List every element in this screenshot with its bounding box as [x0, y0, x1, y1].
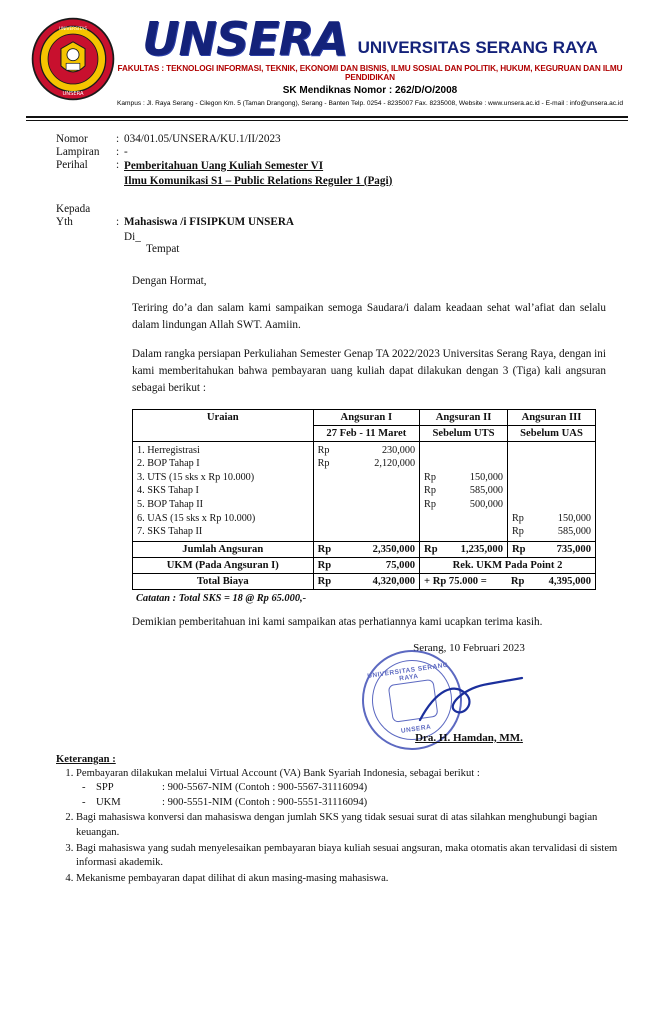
fee-table [132, 409, 596, 590]
university-name: UNIVERSITAS SERANG RAYA [357, 38, 598, 57]
total-plus-cell [420, 573, 596, 589]
signer-name: Dra. H. Hamdan, MM. [415, 731, 523, 744]
svg-text:UNIVERSITAS: UNIVERSITAS [58, 26, 88, 32]
perihal-colon: : [116, 158, 120, 171]
table-total-installment-row [133, 541, 596, 557]
paragraph-1: Teriring do’a dan salam kami sampaikan semoga Saudara/i dalam keadaan sehat wal’afiat dan selalu dalam lindungan Allah SWT. Aamiin. [132, 301, 606, 331]
stamp-center-emblem [388, 678, 439, 722]
list-item: 2. BOP Tahap I [137, 458, 200, 470]
currency-label: Rp [317, 543, 332, 555]
currency-label: Rp [512, 526, 524, 538]
currency-label: Rp [317, 458, 330, 470]
amount-value: 500,000 [469, 498, 504, 510]
currency-label: Rp [512, 512, 524, 524]
amount-value: 150,000 [557, 512, 591, 524]
va-row [82, 796, 618, 811]
lampiran-colon: : [116, 145, 120, 158]
salutation: Dengan Hormat, [132, 274, 207, 287]
university-logo-icon [30, 16, 116, 102]
total-plus-label: + Rp 75.000 = [424, 575, 487, 587]
closing-paragraph: Demikian pemberitahuan ini kami sampaikan atas perhatiannya kami ucapkan terima kasih. [132, 615, 543, 628]
notes-title: Keterangan : [56, 753, 116, 765]
list-item: 4. Mekanisme pembayaran dapat dilihat di akun masing-masing mahasiswa. [76, 872, 618, 887]
sum-angsuran-2 [420, 541, 508, 557]
amount-row [512, 525, 591, 539]
stamp-top-text: UNIVERSITAS SERANG RAYA [366, 661, 449, 683]
ukm-label: UKM (Pada Angsuran I) [133, 557, 314, 573]
angsuran-1-values [313, 441, 419, 541]
header-uraian: Uraian [133, 409, 314, 441]
amount-value: 4,320,000 [372, 575, 416, 587]
list-item: 4. SKS Tahap I [137, 485, 199, 497]
amount-row [318, 457, 415, 471]
table-items-row [133, 441, 596, 541]
table-header-row [133, 409, 596, 425]
va-row [82, 781, 618, 796]
amount-value: 75,000 [385, 559, 416, 571]
perihal-label: Perihal [56, 158, 88, 171]
va-value: : 900-5551-NIM (Contoh : 900-5551-31116094) [162, 796, 368, 808]
item-list-cell [133, 441, 314, 541]
amount-row [512, 512, 591, 526]
header-angsuran-2: Angsuran II [420, 409, 508, 425]
nomor-value: 034/01.05/UNSERA/KU.1/II/2023 [124, 132, 281, 145]
currency-label: Rp [317, 575, 332, 587]
list-item: 5. BOP Tahap II [137, 498, 204, 510]
yth-label: Yth [56, 215, 73, 228]
notes-list [56, 767, 618, 887]
amount-row [424, 498, 503, 512]
amount-value: 2,350,000 [372, 543, 416, 555]
va-label: UKM [96, 796, 121, 808]
currency-label: Rp [510, 575, 525, 587]
nomor-label: Nomor [56, 132, 88, 145]
table-grand-total-row [133, 573, 596, 589]
ukm-amount [313, 557, 419, 573]
va-dash: - [82, 796, 86, 808]
subheader-angsuran-3: Sebelum UAS [508, 425, 596, 441]
perihal-value [124, 159, 614, 189]
currency-label: Rp [317, 559, 332, 571]
va-value: : 900-5567-NIM (Contoh : 900-5567-31116094) [162, 782, 368, 794]
currency-label: Rp [424, 543, 438, 555]
list-item: 7. SKS Tahap II [137, 526, 203, 538]
amount-value: 150,000 [469, 471, 504, 483]
header-angsuran-3: Angsuran III [508, 409, 596, 425]
paragraph-2: Dalam rangka persiapan Perkuliahan Semester Genap TA 2022/2023 Universitas Serang Raya, dengan ini kami memberitahukan bahwa pembayaran uang kuliah dapat dilakukan dengan 3 (Tiga) kali angsuran sebagai berikut : [132, 348, 606, 394]
di-label: Di [124, 230, 136, 243]
lampiran-label: Lampiran [56, 145, 100, 158]
header-angsuran-1: Angsuran I [313, 409, 419, 425]
letterhead [0, 0, 654, 111]
subheader-angsuran-2: Sebelum UTS [420, 425, 508, 441]
stamp-bottom-text: UNSERA [400, 723, 432, 735]
va-dash: - [82, 782, 86, 794]
campus-address: Kampus : Jl. Raya Serang - Cilegon Km. 5 (Taman Drangong), Serang - Banten Telp. 0254 - 8235007 Fax. 8235008, Website : www.unsera.ac.id - E-mail : info@unsera.ac.id [116, 100, 623, 107]
signature-block [354, 642, 584, 750]
list-item [76, 767, 618, 811]
faculty-list: FAKULTAS : TEKNOLOGI INFORMASI, TEKNIK, EKONOMI DAN BISNIS, ILMU SOSIAL DAN POLITIK, HUKUM, KEGURUAN DAN ILMU PENDIDIKAN [117, 64, 623, 82]
svg-text:UNSERA: UNSERA [62, 91, 84, 98]
sum-angsuran-3 [508, 541, 596, 557]
perihal-line-2: Ilmu Komunikasi S1 – Public Relations Reguler 1 (Pagi) [124, 174, 393, 187]
currency-label: Rp [424, 485, 436, 497]
amount-value: 585,000 [469, 485, 504, 497]
amount-value: 735,000 [556, 543, 591, 555]
amount-row [318, 444, 415, 458]
va-list [82, 781, 618, 810]
fee-table-wrapper [132, 409, 596, 590]
grand-total-value: 4,395,000 [548, 575, 591, 587]
sum-label: Jumlah Angsuran [133, 541, 314, 557]
list-item: 3. Bagi mahasiswa yang sudah menyelesaikan pembayaran biaya kuliah sesuai angsuran, maka otomatis akan tervalidasi di sistem informasi akademik. [76, 842, 618, 871]
recipient-block [56, 203, 614, 255]
note-text: Pembayaran dilakukan melalui Virtual Account (VA) Bank Syariah Indonesia, sebagai berikut : [76, 767, 480, 779]
letter-body [0, 121, 654, 750]
signature-date: Serang, 10 Februari 2023 [413, 641, 525, 654]
currency-label: Rp [424, 471, 436, 483]
amount-value: 1,235,000 [460, 543, 504, 555]
recipient-di: Di_ Tempat [124, 231, 614, 255]
total-amount [313, 573, 419, 589]
notes-section [0, 754, 654, 887]
amount-value: 230,000 [381, 444, 416, 456]
kepada-label: Kepada [56, 202, 91, 215]
nomor-colon: : [116, 132, 120, 145]
list-item: 2. Bagi mahasiswa konversi dan mahasiswa dengan jumlah SKS yang tidak sesuai surat di atas silahkan menghubungi bagian keuangan. [76, 811, 618, 840]
currency-label: Rp [512, 543, 526, 555]
recipient-name: Mahasiswa /i FISIPKUM UNSERA [124, 215, 295, 228]
letterhead-text [114, 12, 626, 107]
sk-number: SK Mendiknas Nomor : 262/D/O/2008 [282, 85, 458, 96]
amount-value: 2,120,000 [374, 458, 416, 470]
amount-row [424, 484, 503, 498]
list-item: 1. Herregistrasi [137, 444, 200, 456]
brand-wordmark: UNSERA [142, 12, 348, 66]
amount-row [424, 471, 503, 485]
recipient-tempat: Tempat [146, 242, 180, 255]
lampiran-value: - [124, 145, 128, 158]
currency-label: Rp [424, 498, 436, 510]
subheader-angsuran-1: 27 Feb - 11 Maret [313, 425, 419, 441]
letter-meta [56, 133, 614, 189]
currency-label: Rp [317, 444, 330, 456]
yth-colon: : [116, 215, 120, 228]
perihal-line-1: Pemberitahuan Uang Kuliah Semester VI [124, 159, 324, 172]
table-ukm-row [133, 557, 596, 573]
amount-value: 585,000 [557, 526, 591, 538]
angsuran-2-values [420, 441, 508, 541]
angsuran-3-values [508, 441, 596, 541]
total-label: Total Biaya [133, 573, 314, 589]
list-item: 6. UAS (15 sks x Rp 10.000) [137, 512, 256, 524]
list-item: 3. UTS (15 sks x Rp 10.000) [137, 471, 255, 483]
sum-angsuran-1 [313, 541, 419, 557]
ukm-note: Rek. UKM Pada Point 2 [420, 557, 596, 573]
table-note: Catatan : Total SKS = 18 @ Rp 65.000,- [136, 592, 307, 604]
va-label: SPP [96, 782, 114, 794]
